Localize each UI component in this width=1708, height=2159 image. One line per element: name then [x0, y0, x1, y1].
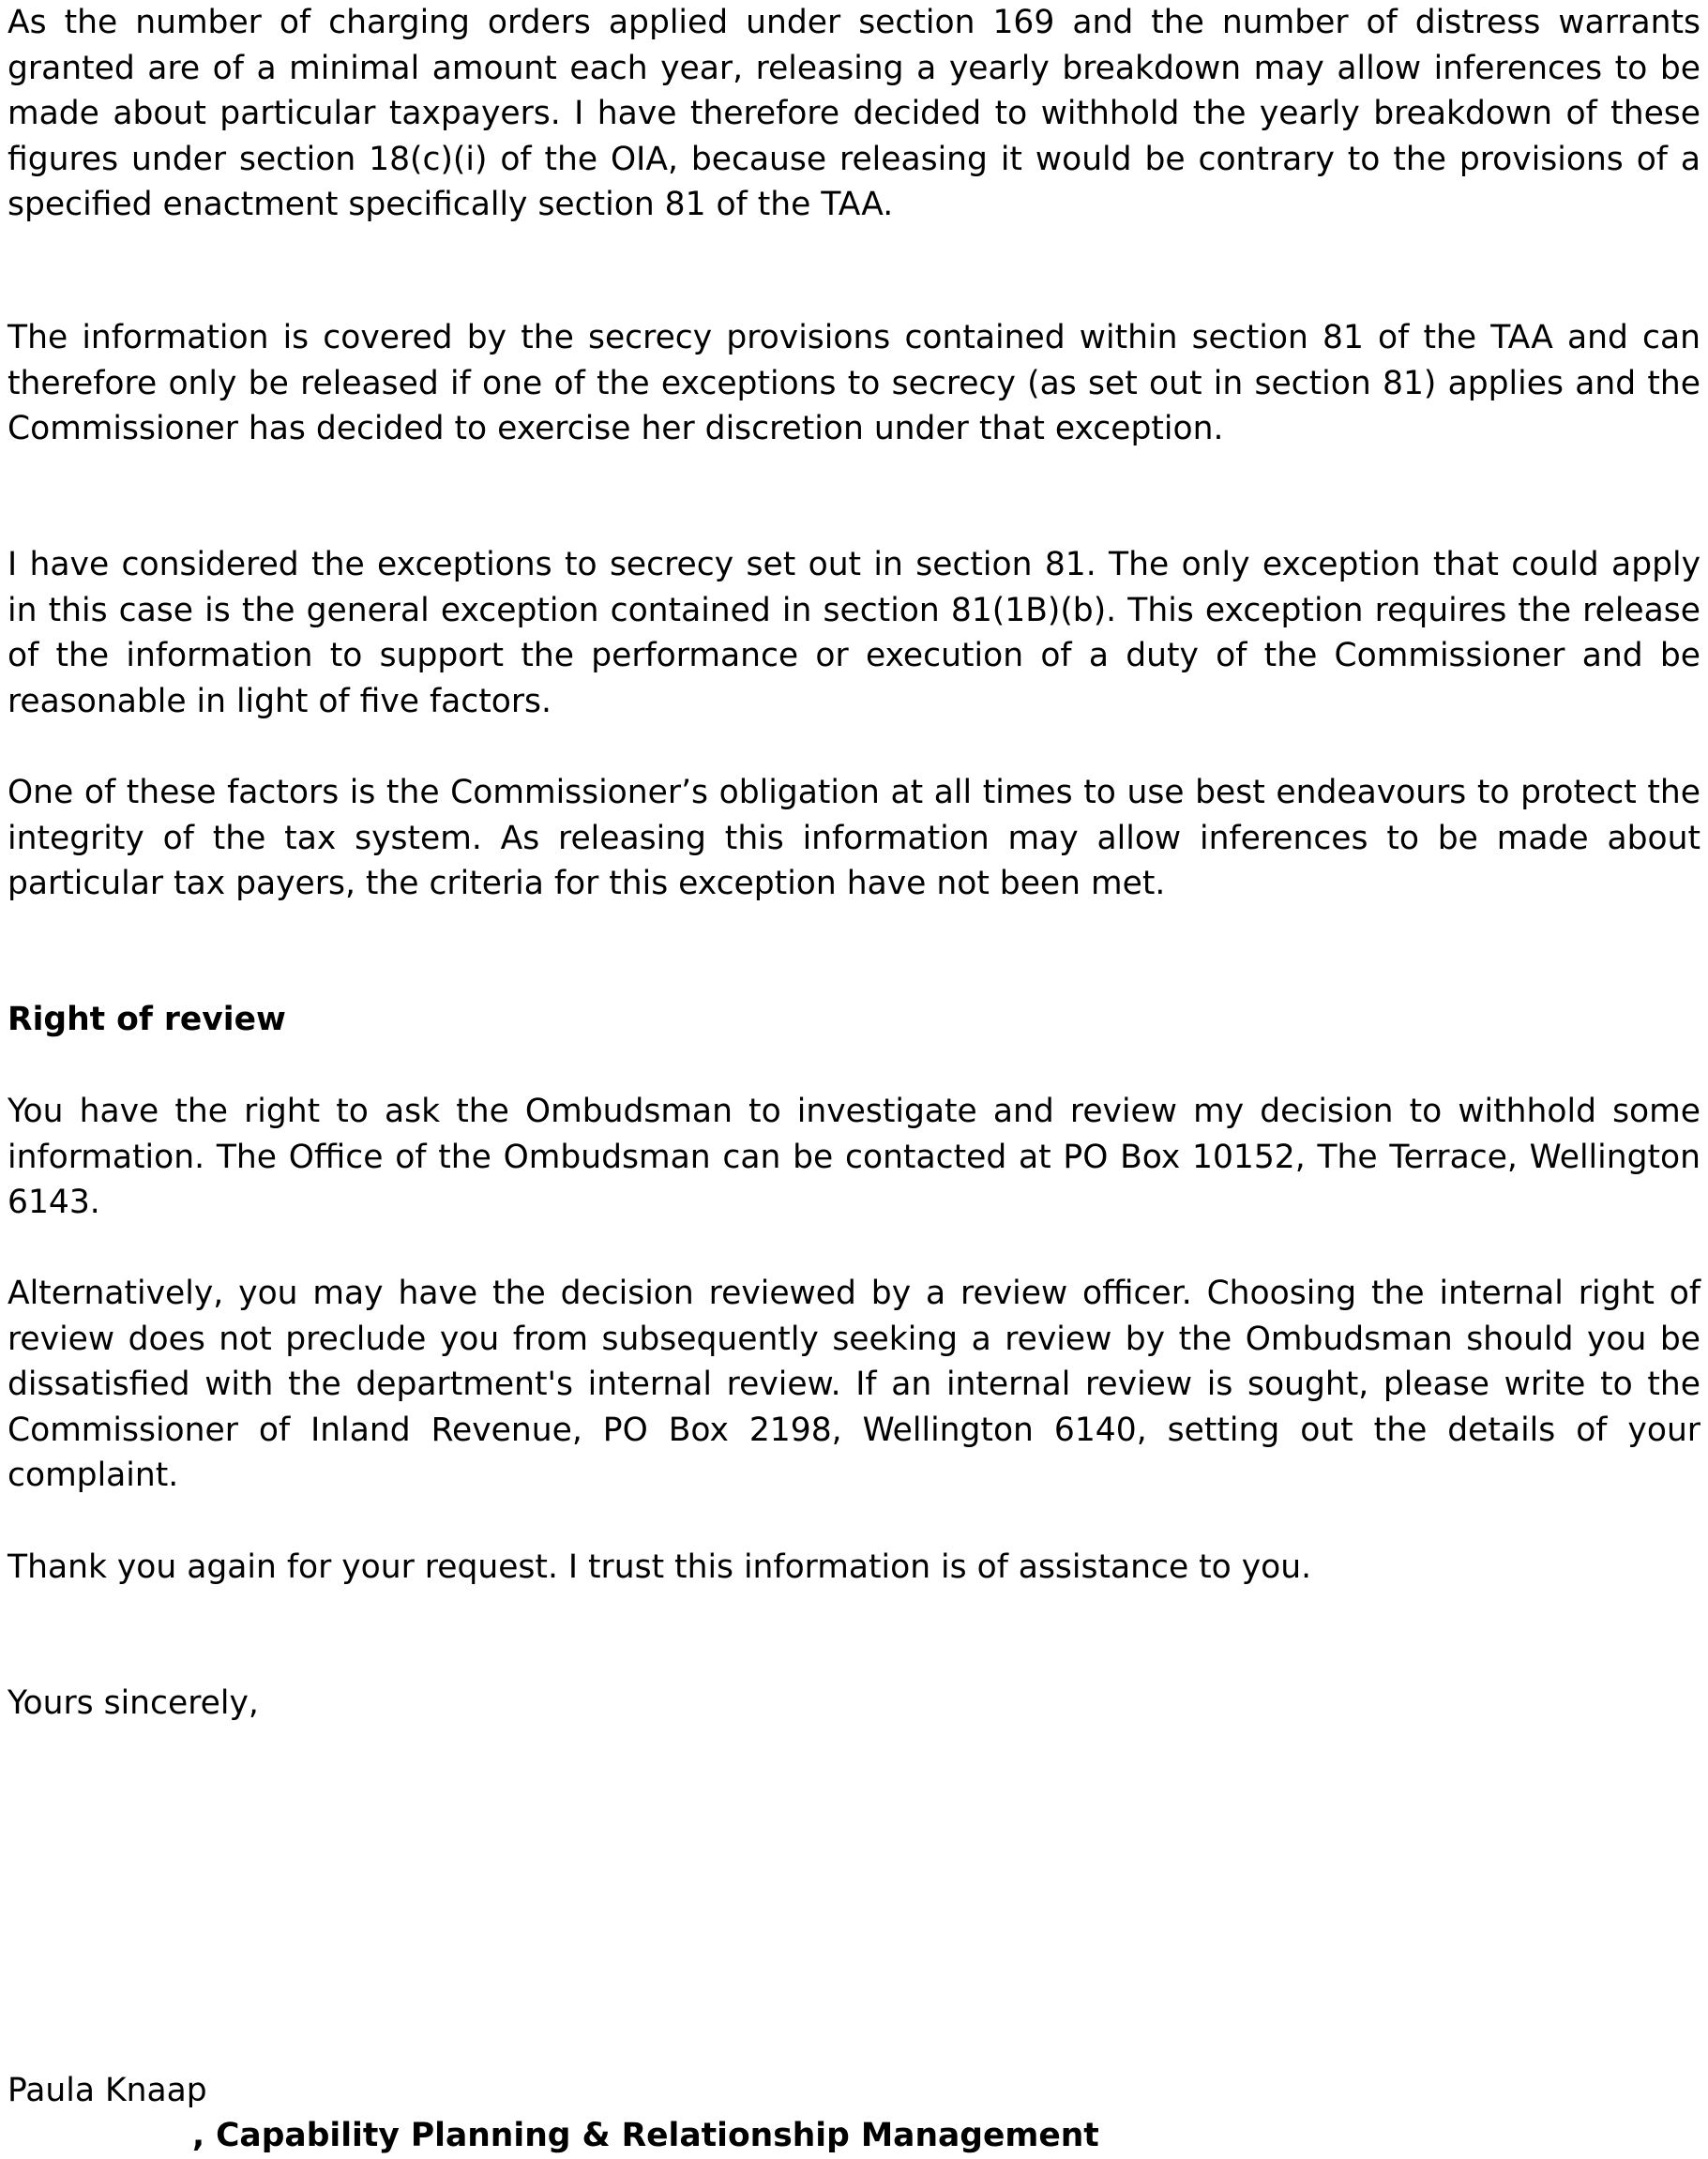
- paragraph-thanks: Thank you again for your request. I trust this information is of assistance to you.: [8, 1548, 1312, 1586]
- paragraph-integrity-factor: One of these factors is the Commissioner’s obligation at all times to use best endeavours to protect the integrity of the tax system. As releasing this information may allow inferences to be made about particular tax payers, the criteria for this exception have not been met.: [8, 774, 1700, 902]
- paragraph-withholding-breakdown: As the number of charging orders applied under section 169 and the number of distress warrants granted are of a minimal amount each year, releasing a yearly breakdown may allow inferences to be made about particular taxpayers. I have therefore decided to withhold the yearly breakdown of these figures under section 18(c)(i) of the OIA, because releasing it would be contrary to the provisions of a specified enactment specifically section 81 of the TAA.: [8, 4, 1700, 223]
- closing-salutation: Yours sincerely,: [8, 1684, 259, 1722]
- paragraph-exceptions-considered: I have considered the exceptions to secrecy set out in section 81. The only exception that could apply in this case is the general exception contained in section 81(1B)(b). This exception requires the release of the information to support the performance or execution of a duty of the Commissioner and be reasonable in light of five factors.: [8, 546, 1700, 720]
- signatory-title: , Capability Planning & Relationship Management: [192, 2117, 1099, 2154]
- paragraph-ombudsman-review: You have the right to ask the Ombudsman to investigate and review my decision to withhold some information. The Office of the Ombudsman can be contacted at PO Box 10152, The Terrace, Wellington 6143.: [8, 1093, 1700, 1221]
- signatory-name: Paula Knaap: [8, 2072, 207, 2109]
- review-heading: Right of review: [8, 1001, 286, 1038]
- paragraph-secrecy-provisions: The information is covered by the secrecy provisions contained within section 81 of the TAA and can therefore only be released if one of the exceptions to secrecy (as set out in section 81) applies and the Commissioner has decided to exercise her discretion under that exception.: [8, 319, 1700, 447]
- paragraph-internal-review: Alternatively, you may have the decision reviewed by a review officer. Choosing the internal right of review does not preclude you from subsequently seeking a review by the Ombudsman should you be dissatisfied with the department's internal review. If an internal review is sought, please write to the Commissioner of Inland Revenue, PO Box 2198, Wellington 6140, setting out the details of your complaint.: [8, 1275, 1700, 1494]
